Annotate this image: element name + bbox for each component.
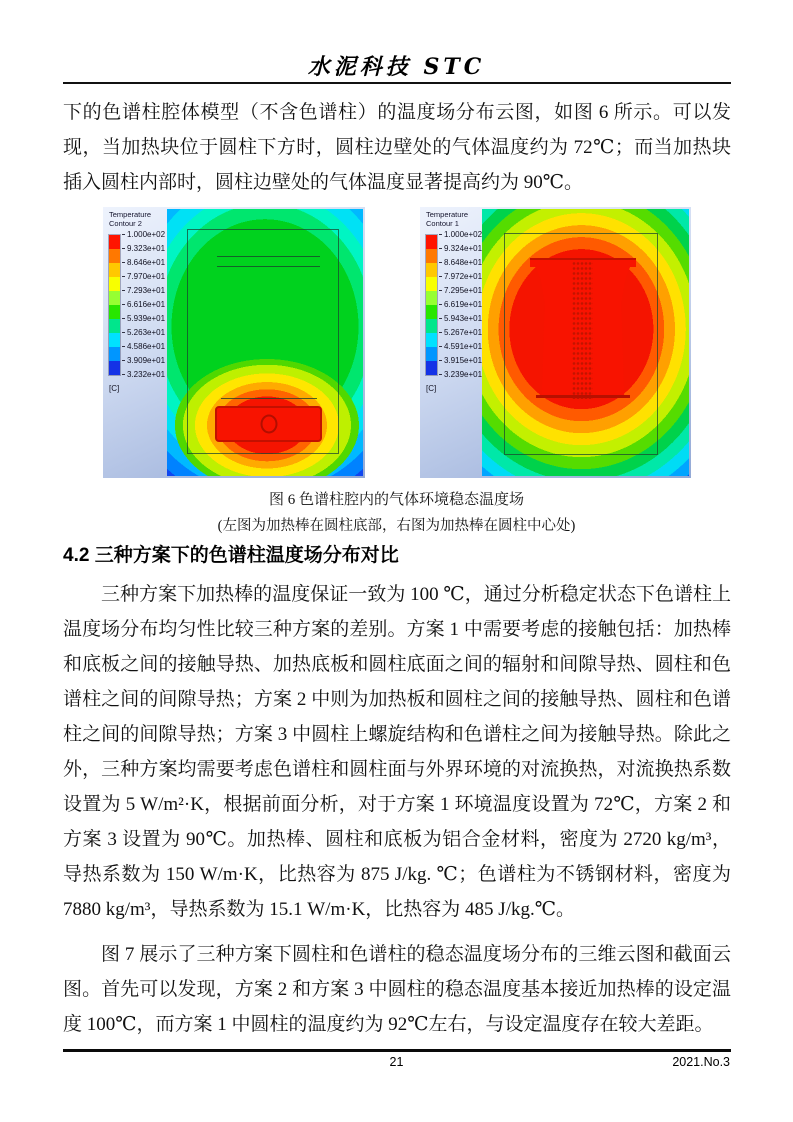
legend-unit: [C] (109, 384, 120, 393)
legend-level-value: 5.943e+01 (439, 315, 482, 323)
contour-figure-left (103, 207, 365, 478)
colorbar-band (109, 277, 120, 291)
heater-rod-circle (260, 415, 277, 434)
legend-level-value: 5.939e+01 (122, 315, 165, 323)
colorbar-wrap (109, 231, 165, 381)
colorbar-band (426, 347, 437, 361)
legend-level-value: 9.323e+01 (122, 245, 165, 253)
issue-number: 2021.No.3 (672, 1055, 730, 1069)
legend-title-line1: Temperature (109, 210, 152, 219)
legend-level-value: 1.000e+02 (122, 231, 165, 239)
colorbar-band (109, 263, 120, 277)
colorbar-band (109, 347, 120, 361)
heater-rod-screw-strip (572, 261, 593, 399)
legend-title (426, 211, 482, 228)
colorbar-band (109, 291, 120, 305)
legend-level-value: 7.970e+01 (122, 273, 165, 281)
colorbar-band (109, 319, 120, 333)
colorbar-band (109, 333, 120, 347)
legend-level-value: 3.239e+01 (439, 371, 482, 379)
legend-level-value: 6.616e+01 (122, 301, 165, 309)
colorbar-band (109, 361, 120, 375)
legend-unit: [C] (426, 384, 437, 393)
figure-caption: 图 6 色谱柱腔内的气体环境稳态温度场 (268, 492, 524, 508)
colorbar-band (109, 235, 120, 249)
paragraph-intro: 下的色谱柱腔体模型（不含色谱柱）的温度场分布云图，如图 6 所示。可以发现，当加热块位于圆柱下方时，圆柱边壁处的气体温度约为 72℃；而当加热块插入圆柱内部时，圆柱边壁处的气体温度显著提高约为 90℃。 (63, 102, 731, 193)
lid-line-2 (217, 266, 320, 267)
paragraph-figure7: 图 7 展示了三种方案下圆柱和色谱柱的稳态温度场分布的三维云图和截面云图。首先可以发现，方案 2 和方案 3 中圆柱的稳态温度基本接近加热棒的设定温度 100℃，而方案 1 中圆柱的温度约为 92℃左右，与设定温度存在较大差距。 (63, 944, 731, 1035)
legend-level-value: 7.295e+01 (439, 287, 482, 295)
legend-title (109, 211, 165, 228)
section-heading: 4.2 三种方案下的色谱柱温度场分布对比 (63, 545, 399, 566)
colorbar-wrap (426, 231, 482, 381)
legend-title-line2: Contour 2 (109, 218, 142, 228)
colorbar-band (426, 235, 437, 249)
legend-title-line1: Temperature (426, 210, 469, 219)
legend-level-value: 5.267e+01 (439, 329, 482, 337)
temperature-legend-right (420, 207, 482, 478)
legend-level-value: 9.324e+01 (439, 245, 482, 253)
colorbar-band (426, 291, 437, 305)
legend-level-value: 3.232e+01 (122, 371, 165, 379)
contour-plot-right (482, 209, 689, 476)
legend-level-value: 5.263e+01 (122, 329, 165, 337)
colorbar-band (426, 249, 437, 263)
colorbar-band (426, 277, 437, 291)
cavity-bottom-line (221, 398, 317, 399)
header-rule (63, 82, 731, 84)
heater-block (215, 406, 322, 442)
legend-title-line2: Contour 1 (426, 218, 459, 228)
legend-level-value: 4.586e+01 (122, 343, 165, 351)
paragraph-schemes: 三种方案下加热棒的温度保证一致为 100 ℃，通过分析稳定状态下色谱柱上温度场分布均匀性比较三种方案的差别。方案 1 中需要考虑的接触包括：加热棒和底板之间的接触导热、加热底板和圆柱底面之间的辐射和间隙导热、圆柱和色谱柱之间的间隙导热；方案 2 中则为加热板和圆柱之间的接触导热、圆柱和色谱柱之间的间隙导热；方案 3 中圆柱上螺旋结构和色谱柱之间为接触导热。除此之外，三种方案均需要考虑色谱柱和圆柱面与外界环境的对流换热，对流换热系数设置为 5 W/m²·K，根据前面分析，对于方案 1 环境温度设置为 72℃，方案 2 和方案 3 设置为 90℃。加热棒、圆柱和底板为铝合金材料，密度为 2720 kg/m³，导热系数为 150 W/m·K，比热容为 875 J/kg. ℃；色谱柱为不锈钢材料，密度为 7880 kg/m³，导热系数为 15.1 W/m·K，比热容为 485 J/kg.℃。 (63, 584, 731, 920)
legend-level-value: 8.648e+01 (439, 259, 482, 267)
colorbar-band (426, 361, 437, 375)
lid-line-1 (217, 256, 320, 257)
contour-figure-right (420, 207, 691, 478)
contour-plot-left (167, 209, 363, 476)
legend-level-value: 7.972e+01 (439, 273, 482, 281)
legend-level-value: 3.915e+01 (439, 357, 482, 365)
temperature-legend-left (103, 207, 165, 478)
colorbar-band (426, 263, 437, 277)
colorbar-band (109, 305, 120, 319)
legend-level-value: 1.000e+02 (439, 231, 482, 239)
legend-level-value: 4.591e+01 (439, 343, 482, 351)
legend-level-value: 8.646e+01 (122, 259, 165, 267)
legend-level-value: 7.293e+01 (122, 287, 165, 295)
colorbar-band (426, 319, 437, 333)
figure-subcaption: (左图为加热棒在圆柱底部，右图为加热棒在圆柱中心处) (217, 518, 576, 534)
footer-rule (63, 1049, 731, 1052)
page-number: 21 (389, 1055, 404, 1069)
colorbar-band (426, 305, 437, 319)
colorbar-band (109, 249, 120, 263)
colorbar (426, 235, 437, 375)
colorbar (109, 235, 120, 375)
legend-level-value: 3.909e+01 (122, 357, 165, 365)
legend-level-value: 6.619e+01 (439, 301, 482, 309)
colorbar-band (426, 333, 437, 347)
journal-header-title: 水泥科技 STC (307, 54, 486, 80)
